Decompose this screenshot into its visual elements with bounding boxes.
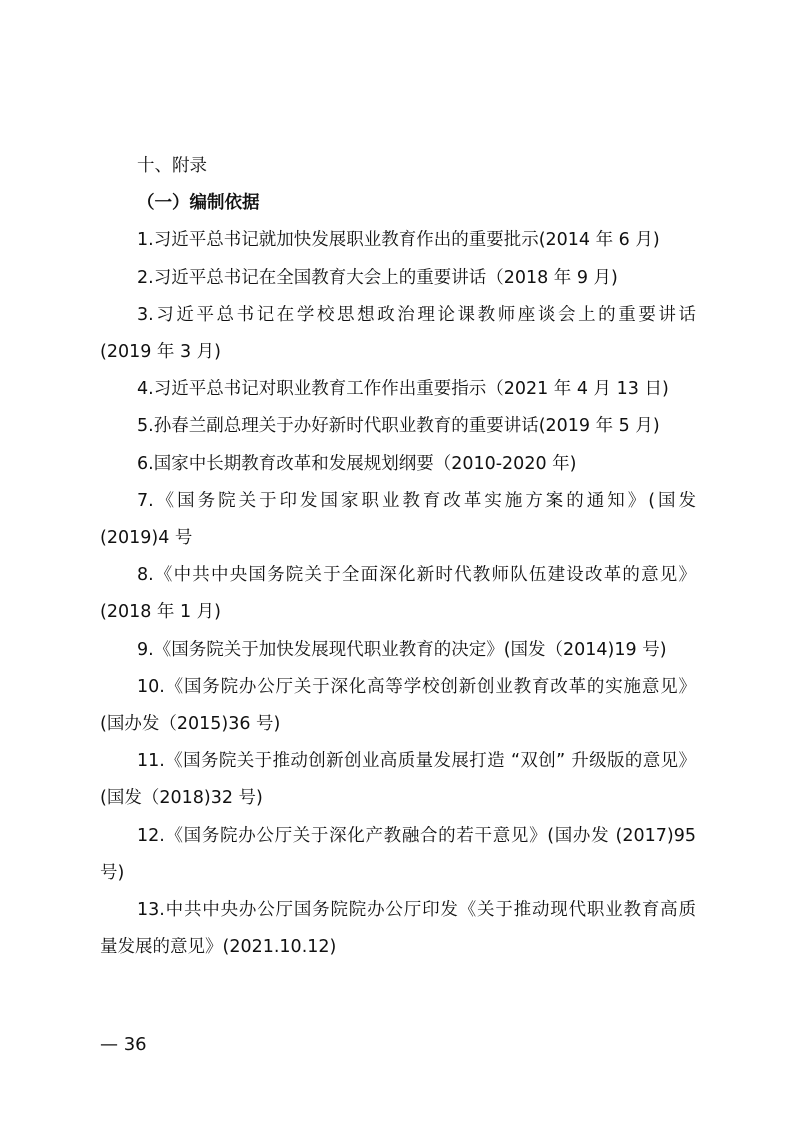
list-item: 8.《中共中央国务院关于全面深化新时代教师队伍建设改革的意见》 [137,565,696,586]
list-item-continuation: (2019 年 3 月) [100,342,222,363]
document-body [100,148,696,966]
list-item: 1.习近平总书记就加快发展职业教育作出的重要批示(2014 年 6 月) [137,230,660,251]
list-item: 12.《国务院办公厅关于深化产教融合的若干意见》(国办发 (2017)95 [137,825,696,846]
list-item-continuation: 号) [100,862,125,883]
list-item-continuation: (国办发（2015)36 号) [100,714,281,735]
list-item-continuation: 量发展的意见》(2021.10.12) [100,937,337,958]
list-item: 3.习近平总书记在学校思想政治理论课教师座谈会上的重要讲话 [137,304,696,325]
section-heading: 十、附录 [137,156,207,176]
list-item: 11.《国务院关于推动创新创业高质量发展打造 “双创” 升级版的意见》 [137,751,696,772]
list-item-continuation: (2018 年 1 月) [100,602,222,623]
list-item: 13.中共中央办公厅国务院院办公厅印发《关于推动现代职业教育高质 [137,900,696,921]
list-item: 5.孙春兰副总理关于办好新时代职业教育的重要讲话(2019 年 5 月) [137,416,660,437]
list-item: 4.习近平总书记对职业教育工作作出重要指示（2021 年 4 月 13 日) [137,379,669,400]
list-item: 9.《国务院关于加快发展现代职业教育的决定》(国发（2014)19 号) [137,639,667,660]
list-item-continuation: (国发（2018)32 号) [100,788,263,809]
list-item: 10.《国务院办公厅关于深化高等学校创新创业教育改革的实施意见》 [137,676,696,697]
subsection-heading: （一）编制依据 [137,193,260,214]
page-number: — 36 [100,1034,147,1055]
list-item: 7.《国务院关于印发国家职业教育改革实施方案的通知》(国发 [137,490,696,511]
list-item-continuation: (2019)4 号 [100,528,193,549]
list-item: 2.习近平总书记在全国教育大会上的重要讲话（2018 年 9 月) [137,267,618,288]
list-item: 6.国家中长期教育改革和发展规划纲要（2010-2020 年) [137,453,577,474]
